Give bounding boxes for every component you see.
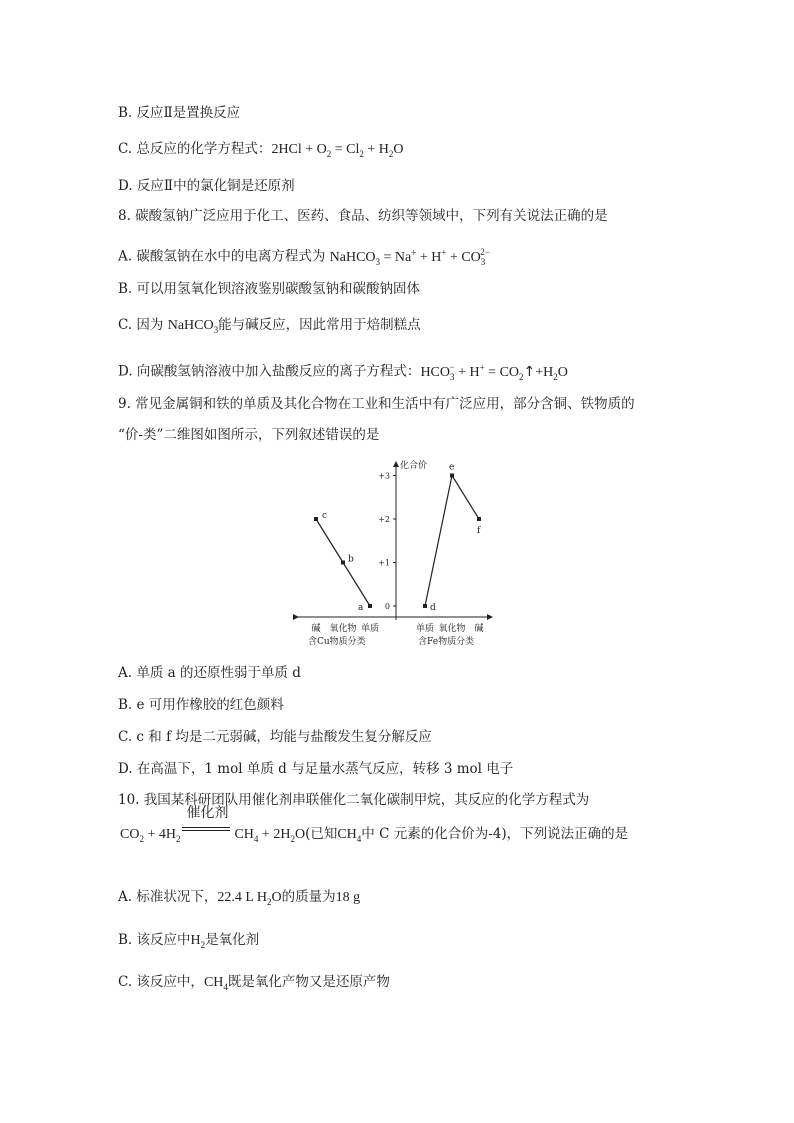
x-category-label: 单质 (360, 624, 380, 634)
data-point-label-f: f (477, 526, 481, 536)
q10-note-suffix: 中 C 元素的化合价为-4)，下列说法正确的是 (361, 826, 629, 842)
option-c-prefix: C. 总反应的化学方程式： (118, 141, 272, 157)
ch4-formula: $CH_4$ (337, 827, 362, 844)
option-b-reaction-ii: B. 反应Ⅱ是置换反应 (118, 105, 241, 121)
x-category-label: 氧化物 (329, 624, 357, 634)
nahco3-formula: NaHCO$_3$ (167, 318, 219, 335)
data-point-label-c: c (322, 511, 328, 521)
x-category-label: 氧化物 (438, 624, 466, 634)
x-title-cu: 含Cu物质分类 (308, 637, 366, 647)
q9-stem-line1: 9. 常见金属铜和铁的单质及其化合物在工业和生活中有广泛应用，部分含铜、铁物质的 (118, 396, 635, 412)
y-axis-label: 化合价 (400, 461, 428, 471)
y-tick-label: +1 (378, 558, 390, 568)
data-point-label-e: e (449, 462, 455, 473)
h2-formula: $H_2$ (190, 933, 206, 950)
data-point-c (314, 517, 318, 521)
x-title-fe: 含Fe物质分类 (418, 637, 475, 647)
q10-option-c (118, 973, 390, 996)
q8-stem: 8. 碳酸氢钠广泛应用于化工、医药、食品、纺织等领域中，下列有关说法正确的是 (118, 208, 608, 224)
q10-option-a-prefix: A. 标准状况下， (118, 889, 218, 905)
q8-option-b: B. 可以用氢氧化钡溶液鉴别碳酸氢钠和碳酸钠固体 (118, 281, 421, 297)
q10-option-b-prefix: B. 该反应中 (118, 932, 191, 948)
q10-option-a-suffix: 的质量为 (281, 889, 336, 905)
q10-option-c-prefix: C. 该反应中， (118, 974, 204, 990)
reactants: $CO_2 + 4H_2$ (120, 827, 181, 844)
data-point-label-d: d (430, 603, 436, 613)
x-category-label: 碱 (311, 624, 321, 634)
total-reaction-equation: $2HCl + O_2 = Cl_2 + H_2O$ (271, 142, 404, 159)
q8-option-d-prefix: D. 向碳酸氢钠溶液中加入盐酸反应的离子方程式： (118, 363, 421, 380)
data-point-a (368, 604, 372, 608)
q8-option-d (118, 358, 568, 385)
products: $CH_4 + 2H_2O$ (234, 827, 306, 844)
q9-option-d: D. 在高温下，1 mol 单质 d 与足量水蒸气反应，转移 3 mol 电子 (118, 761, 514, 777)
data-point-f (477, 517, 481, 521)
catalyst-arrow (182, 805, 232, 842)
q10-option-a (118, 888, 360, 911)
option-d-copper-chloride: D. 反应Ⅱ中的氯化铜是还原剂 (118, 178, 295, 194)
y-tick-label: +2 (378, 515, 390, 524)
q10-option-c-suffix: 既是氧化产物又是还原产物 (227, 974, 390, 990)
water-mass: 18 g (335, 890, 361, 905)
ionization-equation: NaHCO$_3$ = $Na^+ + H^+ + CO_3^{2-}$ (329, 247, 490, 267)
q9-option-b: B. e 可用作橡胶的红色颜料 (118, 697, 284, 713)
q8-option-a-prefix: A. 碳酸氢钠在水中的电离方程式为 (118, 248, 326, 265)
q8-option-a (118, 243, 490, 270)
q9-option-a: A. 单质 a 的还原性弱于单质 d (118, 665, 301, 681)
water-volume: 22.4 L $H_2O$ (217, 890, 282, 907)
data-point-d (423, 604, 427, 608)
q8-option-c-suffix: 能与碱反应，因此常用于焙制糕点 (218, 317, 421, 333)
q9-option-c: C. c 和 f 均是二元弱碱，均能与盐酸发生复分解反应 (118, 729, 432, 745)
q10-option-b-suffix: 是氧化剂 (205, 932, 260, 948)
q8-option-c-prefix: C. 因为 (118, 317, 164, 333)
fe-series-line (425, 476, 479, 607)
x-category-label: 碱 (474, 624, 484, 634)
data-point-b (341, 561, 345, 565)
ch4-formula-c: $CH_4$ (203, 975, 228, 992)
data-point-e (450, 474, 454, 478)
valence-class-chart (292, 452, 504, 652)
ionic-equation: $HCO_3^- + H^+$ = $CO_2↑+H_2O$ (420, 362, 568, 382)
y-tick-label: +3 (378, 471, 390, 481)
data-point-label-b: b (348, 554, 354, 565)
q10-stem: 10. 我国某科研团队用催化剂串联催化二氧化碳制甲烷，其反应的化学方程式为 (118, 792, 590, 808)
y-tick-label: 0 (384, 602, 390, 611)
q10-note-prefix: (已知 (305, 826, 338, 842)
q10-option-b (118, 931, 259, 954)
q8-option-c (118, 316, 421, 339)
q10-equation (120, 805, 629, 844)
catalyst-label: 催化剂 (186, 805, 229, 821)
x-category-label: 单质 (415, 624, 435, 634)
option-c-total-reaction (118, 140, 404, 163)
data-point-label-a: a (358, 603, 364, 613)
q9-stem-line2: “价-类”二维图如图所示，下列叙述错误的是 (118, 427, 380, 443)
